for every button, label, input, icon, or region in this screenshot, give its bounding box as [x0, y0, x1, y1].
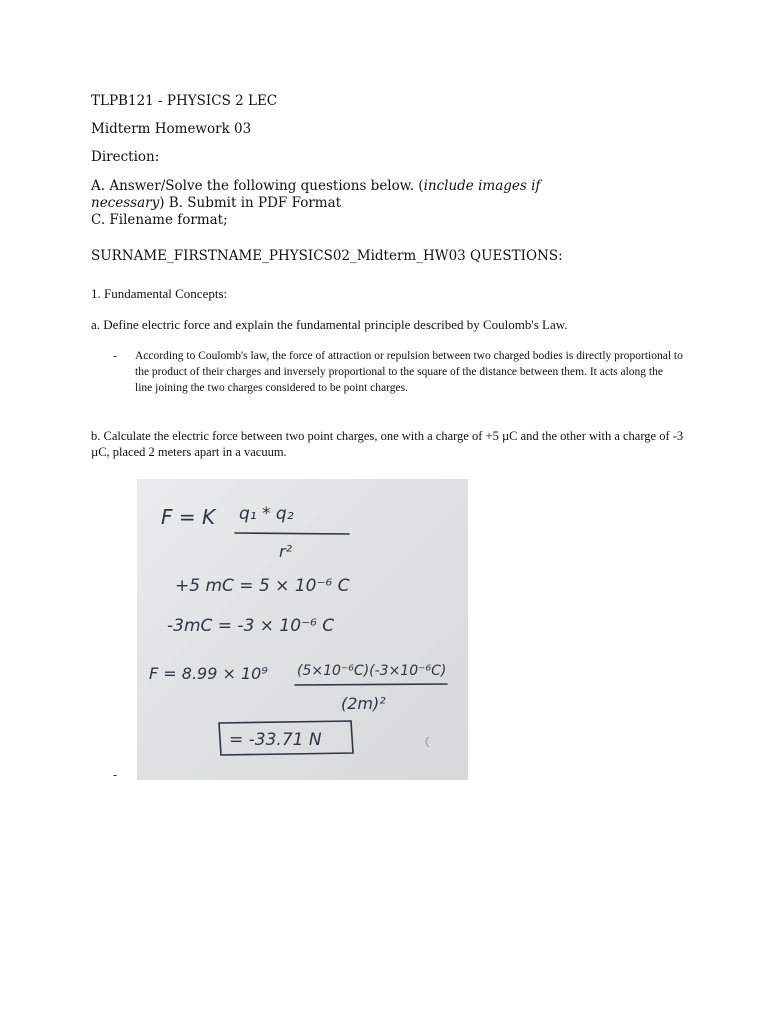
hw-line4-num: (5×10⁻⁶C)(-3×10⁻⁶C)	[297, 663, 447, 679]
hw-fraction-bar-1	[235, 533, 349, 534]
section-heading: 1. Fundamental Concepts:	[91, 286, 228, 301]
direction-a-end: ) B. Submit in PDF Format	[159, 195, 342, 211]
trailing-dash: -	[113, 768, 118, 782]
course-title: TLPB121 - PHYSICS 2 LEC	[91, 93, 278, 109]
direction-a-cont	[91, 194, 341, 212]
answer-a: According to Coulomb's law, the force of attraction or repulsion between two charged bodies is directly proportional to the product of their charges and inversely proportional to the square of the distance between them. It acts along the line joining the two charges considered to be point charges.	[135, 350, 683, 394]
direction-a	[91, 177, 540, 195]
hw-result: = -33.71 N	[229, 730, 322, 750]
direction-a-start: A. Answer/Solve the following questions below. (	[91, 178, 424, 194]
handwriting-canvas	[137, 479, 468, 780]
direction-label: Direction:	[91, 149, 160, 165]
hw-line4-den: (2m)²	[341, 694, 386, 713]
hw-line2: +5 mC = 5 × 10⁻⁶ C	[175, 576, 350, 596]
homework-title: Midterm Homework 03	[91, 121, 252, 137]
hw-line1-num: q₁ * q₂	[239, 504, 294, 524]
direction-a-italic2: necessary	[91, 195, 160, 211]
handwritten-solution-photo	[137, 479, 468, 780]
question-a: a. Define electric force and explain the fundamental principle described by Coulomb's Law.	[91, 317, 568, 332]
direction-a-italic1: include images if	[423, 178, 541, 194]
question-b: b. Calculate the electric force between two point charges, one with a charge of +5 µC and the other with a charge of -3 µC, placed 2 meters apart in a vacuum.	[91, 429, 684, 459]
hw-stray-mark	[426, 737, 429, 747]
hw-line4-left: F = 8.99 × 10⁹	[149, 664, 268, 683]
bullet-dash: -	[113, 349, 118, 363]
hw-line3: -3mC = -3 × 10⁻⁶ C	[167, 616, 335, 636]
hw-fraction-bar-2	[295, 684, 447, 685]
hw-line1-den: r²	[279, 542, 292, 561]
hw-line1-left: F = K	[161, 505, 216, 529]
direction-c: C. Filename format;	[91, 212, 228, 228]
filename-format: SURNAME_FIRSTNAME_PHYSICS02_Midterm_HW03 QUESTIONS:	[91, 248, 563, 264]
